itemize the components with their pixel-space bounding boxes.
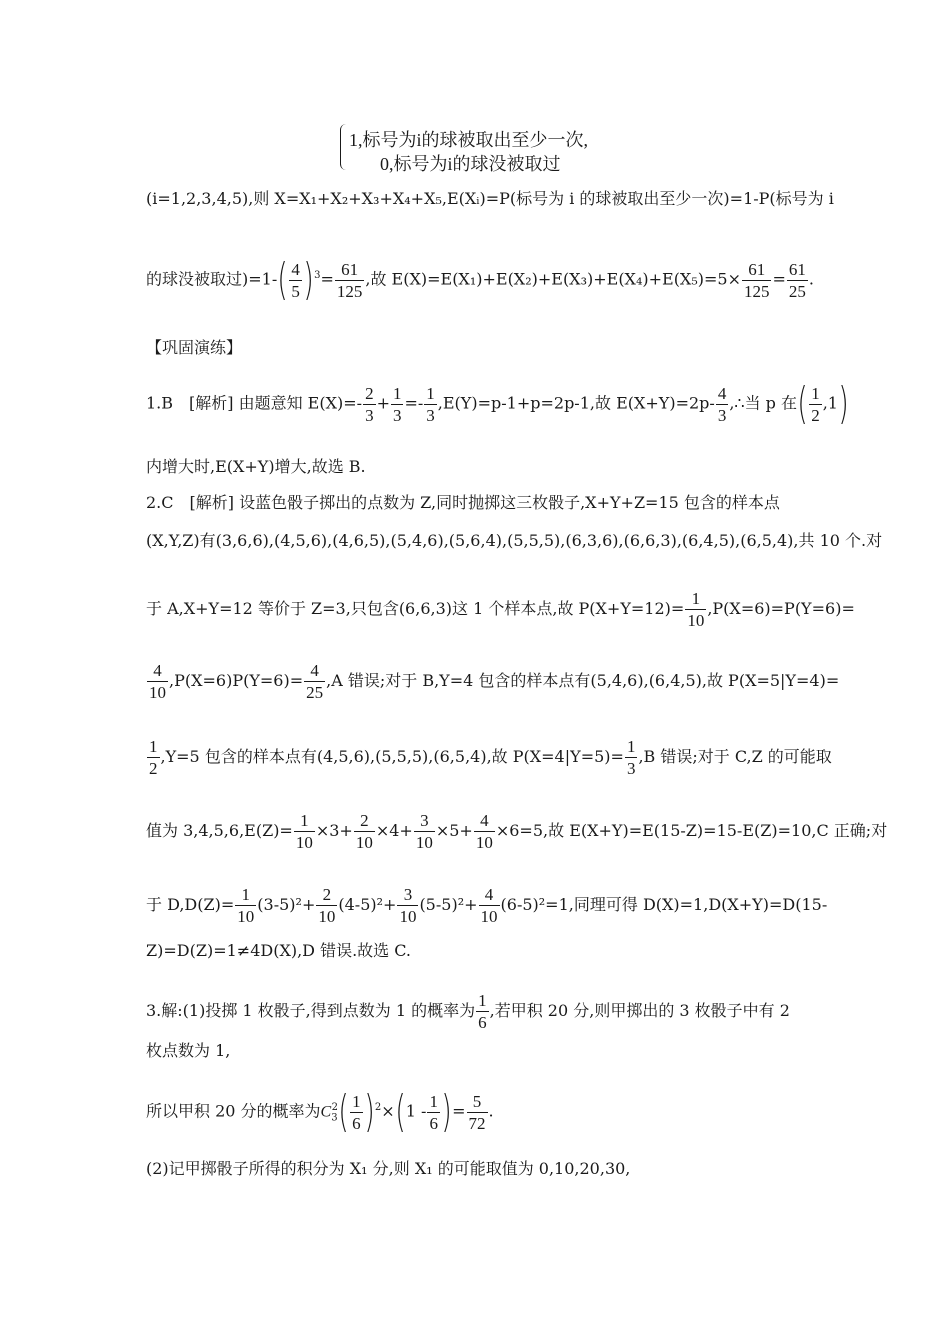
q3-line2: 枚点数为 1, (146, 1041, 231, 1060)
q1-line1: 1.B [解析] 由题意知 E(X)=- $\frac{2}{3}$ + $\frac{1}{3}$ =- $\frac{1}{3}$ ,E(Y)=p-1+p=2p-1,故 E(X+Y)=2p- $\frac{4}{3}$ ,∴当 p 在( $\frac{1}{2}$ ,1) (146, 378, 849, 429)
q2-line4: $\frac{4}{10}$ ,P(X=6)P(Y=6)= $\frac{4}{25}$ ,A 错误;对于 B,Y=4 包含的样本点有(5,4,6),(6,4,5),故 P(X=5|Y=4)= (149, 661, 840, 702)
case-line-2: 0,标号为i的球没被取过 (380, 154, 561, 174)
case-line-1: 1,标号为i的球被取出至少一次, (349, 130, 588, 150)
q2-line8: Z)=D(Z)=1≠4D(X),D 错误.故选 C. (146, 941, 412, 960)
para1-line2: 的球没被取过)=1-( $\frac{4}{5}$ )$^3$= $\frac{61}{125}$ ,故 E(X)=E(X₁)+E(X₂)+E(X₃)+E(X₄)+E(X₅)=5× $\frac{61}{125}$ = $\frac{61}{25}$ . (146, 254, 814, 305)
fraction: $\frac{61}{25}$ (788, 259, 806, 301)
fraction: $\frac{61}{125}$ (336, 259, 363, 301)
q1-line2: 内增大时,E(X+Y)增大,故选 B. (146, 457, 366, 476)
fraction: $\frac{4}{5}$ (291, 259, 300, 301)
q2-line5: $\frac{1}{2}$ ,Y=5 包含的样本点有(4,5,6),(5,5,5),(6,5,4),故 P(X=4|Y=5)= $\frac{1}{3}$ ,B 错误;对于 C,Z 的可能取 (149, 737, 832, 778)
q3-line4: (2)记甲掷骰子所得的积分为 X₁ 分,则 X₁ 的可能取值为 0,10,20,30, (146, 1159, 631, 1178)
q2-line7: 于 D,D(Z)= $\frac{1}{10}$ (3-5)²+ $\frac{2}{10}$ (4-5)²+ $\frac{3}{10}$ (5-5)²+ $\frac{4}{10}$ (6-5)²=1,同理可得 D(X)=1,D(X+Y)=D(15- (146, 885, 828, 926)
cases-brace (340, 124, 349, 170)
q2-line1: 2.C [解析] 设蓝色骰子掷出的点数为 Z,同时抛掷这三枚骰子,X+Y+Z=15 包含的样本点 (146, 493, 780, 512)
q2-line3: 于 A,X+Y=12 等价于 Z=3,只包含(6,6,3)这 1 个样本点,故 P(X+Y=12)= $\frac{1}{10}$ ,P(X=6)=P(Y=6)= (146, 589, 855, 630)
q3-line3: 所以甲积 20 分的概率为$C_3^2$( $\frac{1}{6}$ )$^2$×(1 - $\frac{1}{6}$ )= $\frac{5}{72}$ . (146, 1086, 494, 1137)
q3-line1: 3.解:(1)投掷 1 枚骰子,得到点数为 1 的概率为 $\frac{1}{6}$ ,若甲积 20 分,则甲掷出的 3 枚骰子中有 2 (146, 991, 790, 1032)
fraction: $\frac{61}{125}$ (743, 259, 770, 301)
q2-line2: (X,Y,Z)有(3,6,6),(4,5,6),(4,6,5),(5,4,6),(5,6,4),(5,5,5),(6,3,6),(6,6,3),(6,4,5),(6,5,4),共 10 个.对 (146, 531, 883, 550)
section-title: 【巩固演练】 (146, 338, 243, 357)
para1-line1: (i=1,2,3,4,5),则 X=X₁+X₂+X₃+X₄+X₅,E(Xᵢ)=P(标号为 i 的球被取出至少一次)=1-P(标号为 i (146, 189, 834, 208)
q2-line6: 值为 3,4,5,6,E(Z)= $\frac{1}{10}$ ×3+ $\frac{2}{10}$ ×4+ $\frac{3}{10}$ ×5+ $\frac{4}{10}$ ×6=5,故 E(X+Y)=E(15-Z)=15-E(Z)=10,C 正确;对 (146, 811, 888, 852)
